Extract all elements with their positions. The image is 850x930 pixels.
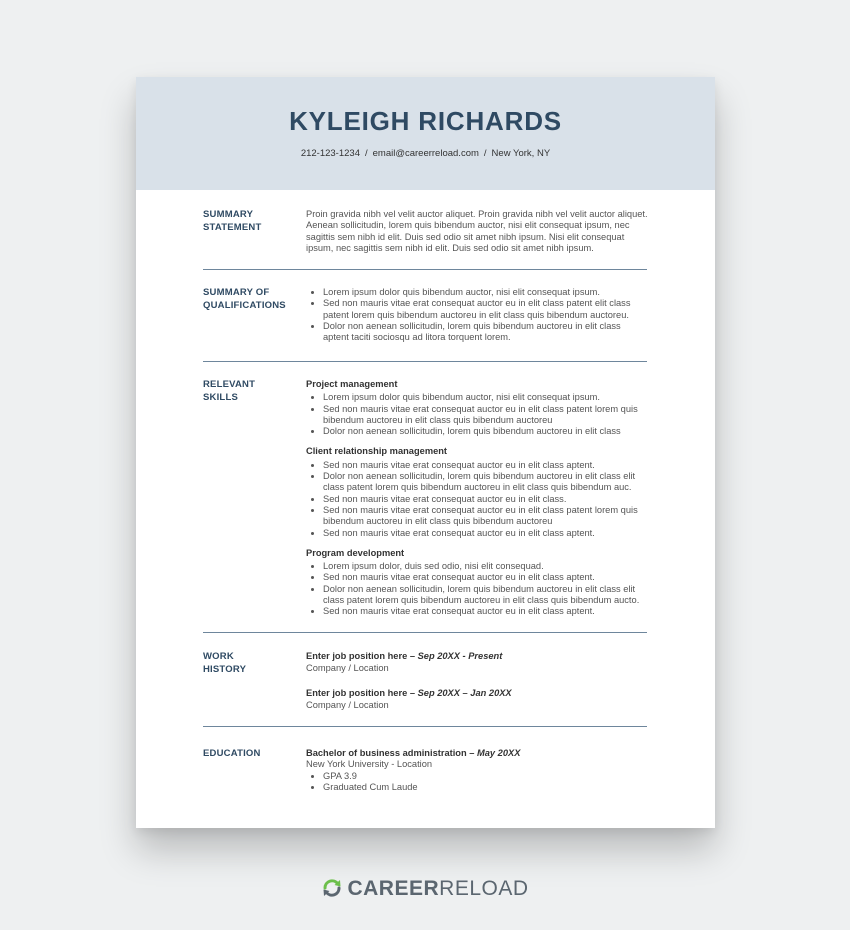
list-item: • Sed non mauris vitae erat consequat auctor eu in elit class aptent. xyxy=(323,528,648,539)
list-item: • Dolor non aenean sollicitudin, lorem quis bibendum auctoreu in elit class aptent taciti sociosqu ad litora torquent lorem. xyxy=(323,321,648,344)
resume-header xyxy=(136,77,715,190)
skill-group xyxy=(306,548,648,618)
education-content xyxy=(306,748,648,793)
summary-text: Proin gravida nibh vel velit auctor aliquet. Proin gravida nibh vel velit auctor aliquet. Aenean sollicitudin, lorem quis bibendum auctor, nisi elit consequat ipsum, nec sagittis sem nibh id elit. Duis sed odio sit amet nibh ipsum. Nisi elit consequat ipsum, nec sagittis sem nibh id elit. Duis sed odio sit amet nibh ipsum. xyxy=(306,209,648,253)
job-dates: Sep 20XX – Jan 20XX xyxy=(417,687,512,698)
job-position: Enter job position here – xyxy=(306,651,418,661)
brand-reload: RELOAD xyxy=(439,877,529,900)
degree: Bachelor of business administration – xyxy=(306,748,477,758)
brand-career: CAREER xyxy=(347,877,440,900)
contact-line xyxy=(136,148,715,159)
skill-group xyxy=(306,379,648,437)
list-item: • Lorem ipsum dolor quis bibendum auctor, nisi elit consequat ipsum. xyxy=(323,392,648,403)
list-item: • Sed non mauris vitae erat consequat auctor eu in elit class aptent. xyxy=(323,572,648,583)
section-divider xyxy=(203,726,647,727)
section-label: WORK HISTORY xyxy=(203,651,247,675)
job-company: Company / Location xyxy=(306,663,389,674)
skill-group xyxy=(306,446,648,538)
work-content xyxy=(306,651,648,711)
list-item: • Sed non mauris vitae erat consequat auctor eu in elit class patent lorem quis bibendum auctoreu in elit class quis bibendum auctoreu xyxy=(323,505,648,528)
section-divider xyxy=(203,632,647,633)
degree-date: May 20XX xyxy=(477,748,521,758)
skills-content xyxy=(306,379,648,618)
list-item: • Graduated Cum Laude xyxy=(323,782,648,793)
list-item: • Dolor non aenean sollicitudin, lorem quis bibendum auctoreu in elit class elit class patent lorem quis bibendum auctoreu in elit class quis bibendum auc. xyxy=(323,471,648,494)
job-entry xyxy=(306,651,648,675)
candidate-name: KYLEIGH RICHARDS xyxy=(289,106,562,136)
list-item: • Sed non mauris vitae erat consequat auctor eu in elit class patent lorem quis bibendum auctoreu in elit class quis bibendum auctoreu xyxy=(323,404,648,427)
job-dates: Sep 20XX - Present xyxy=(417,651,503,661)
contact-separator: / xyxy=(483,148,487,159)
list-item: • Dolor non aenean sollicitudin, lorem quis bibendum auctoreu in elit class elit class patent lorem quis bibendum auctoreu in elit class quis bibendum aucto. xyxy=(323,584,648,607)
skill-group-title: Program development xyxy=(306,547,405,558)
list-item: • Sed non mauris vitae erat consequat auctor eu in elit class aptent. xyxy=(323,460,648,471)
job-entry xyxy=(306,688,648,712)
section-divider xyxy=(203,361,647,362)
section-label: RELEVANT SKILLS xyxy=(203,379,256,403)
qualifications-list xyxy=(306,287,648,343)
skill-group-title: Client relationship management xyxy=(306,446,448,457)
list-item: • Dolor non aenean sollicitudin, lorem quis bibendum auctoreu in elit class xyxy=(323,426,648,437)
list-item: • Sed non mauris vitae erat consequat auctor eu in elit class aptent. xyxy=(323,606,648,617)
contact-separator: / xyxy=(364,148,368,159)
school: New York University - Location xyxy=(306,759,433,770)
list-item: • Sed non mauris vitae erat consequat auctor eu in elit class. xyxy=(323,494,648,505)
list-item: • Lorem ipsum dolor quis bibendum auctor, nisi elit consequat ipsum. xyxy=(323,287,648,298)
job-position: Enter job position here – xyxy=(306,687,418,698)
section-divider xyxy=(203,269,647,270)
list-item: • Sed non mauris vitae erat consequat auctor eu in elit class patent elit class patent lorem quis bibendum auctoreu in elit class quis bibendum auctoreu. xyxy=(323,298,648,321)
career-reload-logo xyxy=(0,877,850,905)
job-company: Company / Location xyxy=(306,699,389,710)
phone-number: 212-123-1234 xyxy=(300,148,360,159)
resume-page xyxy=(136,77,715,828)
section-label: EDUCATION xyxy=(203,748,261,759)
email-address: email@careerreload.com xyxy=(372,148,479,159)
location: New York, NY xyxy=(491,148,551,159)
refresh-arrows-icon xyxy=(321,877,343,905)
list-item: • GPA 3.9 xyxy=(323,771,648,782)
section-label: SUMMARY OF QUALIFICATIONS xyxy=(203,287,286,311)
skill-group-title: Project management xyxy=(306,379,398,389)
list-item: • Lorem ipsum dolor, duis sed odio, nisi elit consequad. xyxy=(323,561,648,572)
section-label: SUMMARY STATEMENT xyxy=(203,209,262,233)
